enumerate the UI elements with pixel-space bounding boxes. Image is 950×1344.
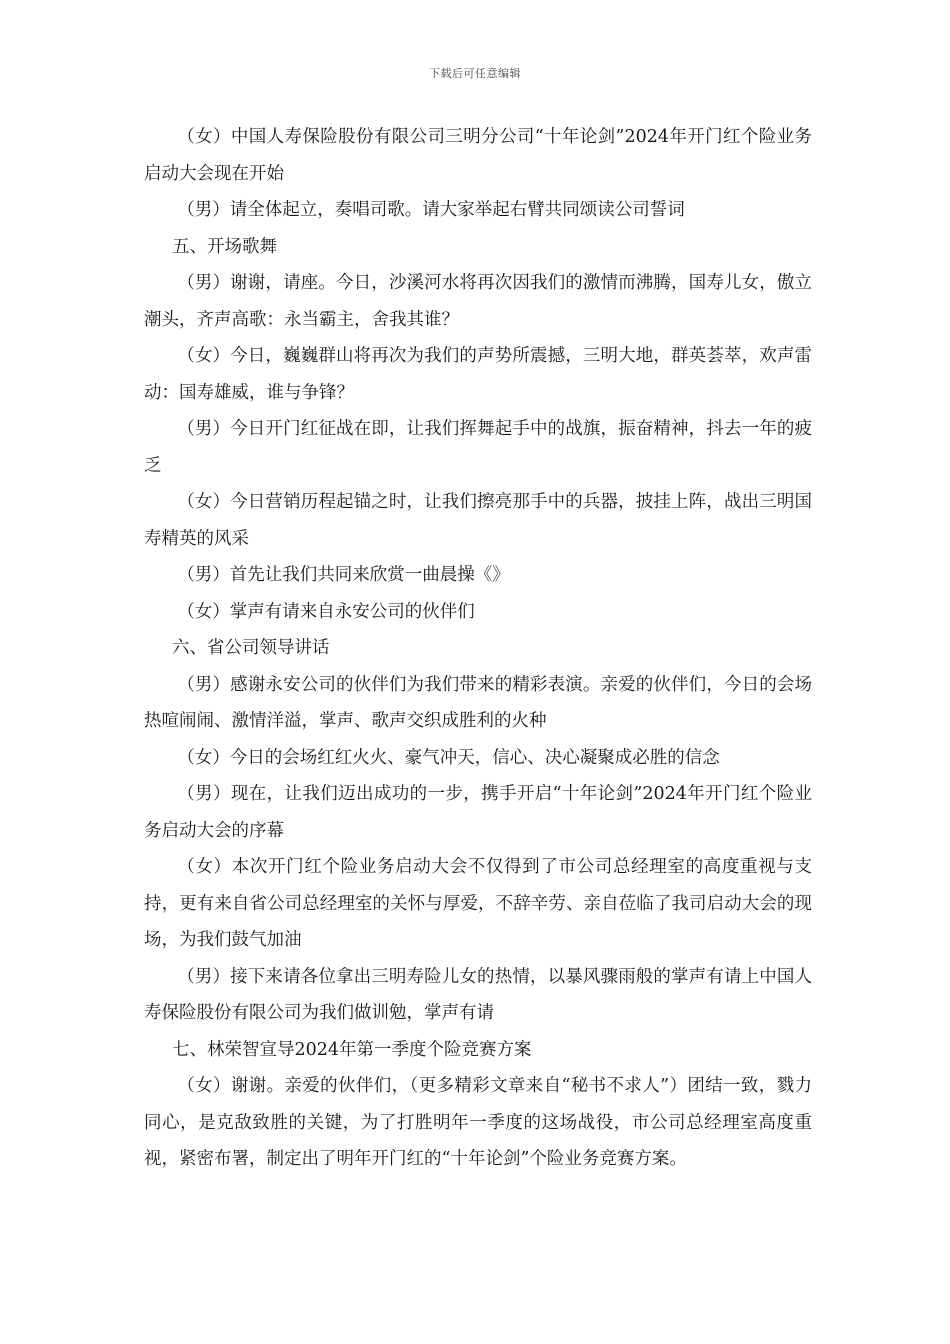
- paragraph: （男）接下来请各位拿出三明寿险儿女的热情，以暴风骤雨般的掌声有请上中国人寿保险股份有限公司为我们做训勉，掌声有请: [144, 966, 812, 1023]
- document-body: [144, 119, 812, 1178]
- paragraph: （女）今日，巍巍群山将再次为我们的声势所震撼，三明大地，群英荟萃，欢声雷动：国寿雄威，谁与争锋？: [144, 346, 812, 403]
- paragraph: （男）谢谢，请座。今日，沙溪河水将再次因我们的激情而沸腾，国寿儿女，傲立潮头，齐声高歌：永当霸主，舍我其谁？: [144, 273, 812, 330]
- header-note: 下载后可任意编辑: [429, 67, 521, 80]
- paragraph: （男）现在，让我们迈出成功的一步，携手开启“十年论剑”2024年开门红个险业务启动大会的序幕: [144, 784, 812, 841]
- paragraph: （男）请全体起立，奏唱司歌。请大家举起右臂共同颂读公司誓词: [177, 200, 685, 220]
- paragraph: （男）感谢永安公司的伙伴们为我们带来的精彩表演。亲爱的伙伴们，今日的会场热喧闹闹、激情洋溢，掌声、歌声交织成胜利的火种: [144, 674, 812, 731]
- paragraph: （女）本次开门红个险业务启动大会不仅得到了市公司总经理室的高度重视与支持，更有来自省公司总经理室的关怀与厚爱，不辞辛劳、亲自莅临了我司启动大会的现场，为我们鼓气加油: [144, 857, 812, 950]
- paragraph: （女）今日的会场红红火火、豪气冲天，信心、决心凝聚成必胜的信念: [177, 747, 720, 768]
- section-heading: 六、省公司领导讲话: [172, 638, 330, 658]
- paragraph: （女）谢谢。亲爱的伙伴们，（更多精彩文章来自“秘书不求人”）团结一致，戮力同心，是克敌致胜的关键，为了打胜明年一季度的这场战役，市公司总经理室高度重视，紧密布署，制定出了明年开门红的“十年论剑”个险业务竞赛方案。: [144, 1076, 812, 1169]
- paragraph: （女）中国人寿保险股份有限公司三明分公司“十年论剑”2024年开门红个险业务启动大会现在开始: [144, 127, 812, 184]
- paragraph: （男）首先让我们共同来欣赏一曲晨操《》: [177, 565, 510, 585]
- paragraph: （女）今日营销历程起锚之时，让我们擦亮那手中的兵器，披挂上阵，战出三明国寿精英的风采: [144, 492, 812, 549]
- section-heading: 五、开场歌舞: [172, 236, 277, 257]
- section-heading: 七、林荣智宣导2024年第一季度个险竞赛方案: [172, 1039, 532, 1060]
- paragraph: （男）今日开门红征战在即，让我们挥舞起手中的战旗，振奋精神，抖去一年的疲乏: [144, 419, 812, 476]
- paragraph: （女）掌声有请来自永安公司的伙伴们: [177, 601, 475, 622]
